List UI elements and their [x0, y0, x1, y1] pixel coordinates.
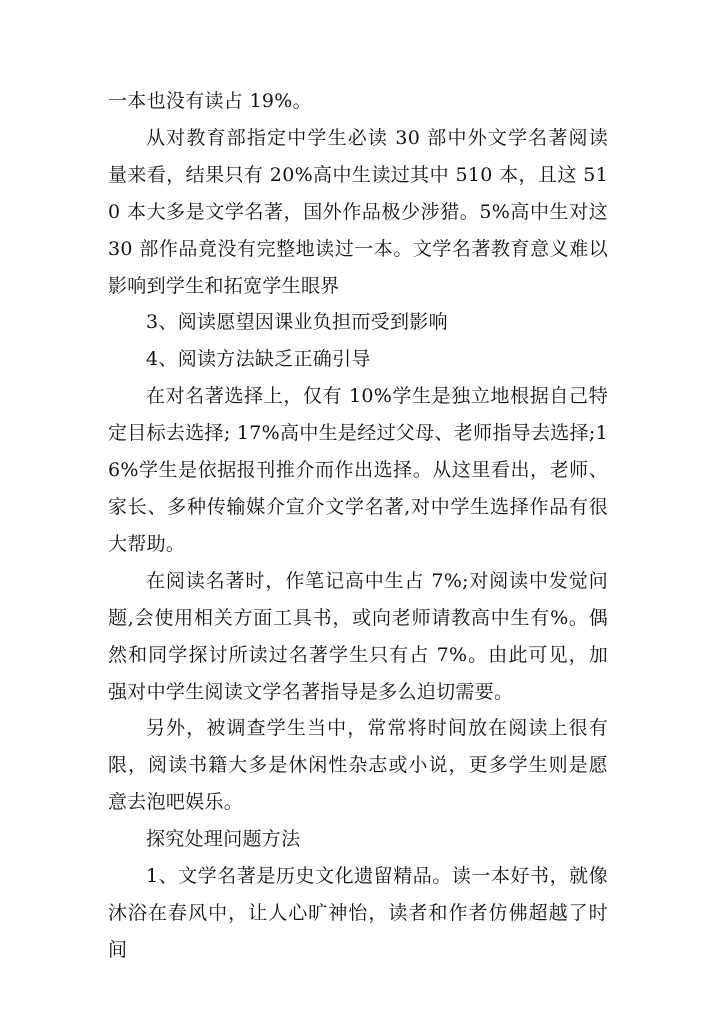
- paragraph-book-selection: 在对名著选择上，仅有 10%学生是独立地根据自己特定目标去选择; 17%高中生是经过父母、老师指导去选择;16%学生是依据报刊推介而作出选择。从这里看出，老师、家长、多种传输媒介宣介文学名著,对中学生选择作品有很大帮助。: [108, 385, 608, 555]
- paragraph-reading-volume: 从对教育部指定中学生必读 30 部中外文学名著阅读量来看，结果只有 20%高中生读过其中 510 本，且这 510 本大多是文学名著，国外作品极少涉猎。5%高中生对这 30 部作品竟没有完整地读过一本。文学名著教育意义难以影响到学生和拓宽学生眼界: [108, 126, 608, 297]
- section-heading-solutions: 探究处理问题方法: [146, 828, 301, 851]
- paragraph-continuation: 一本也没有读占 19%。: [108, 90, 312, 112]
- list-item-3-reading-desire: 3、阅读愿望因课业负担而受到影响: [146, 311, 448, 334]
- document-body: [108, 83, 608, 969]
- paragraph-reading-notes: 在阅读名著时，作笔记高中生占 7%;对阅读中发觉问题,会使用相关方面工具书，或向老师请教高中生有%。偶然和同学探讨所读过名著学生只有占 7%。由此可见，加强对中学生阅读文学名著指导是多么迫切需要。: [108, 569, 608, 703]
- paragraph-literary-classics: 1、文学名著是历史文化遗留精品。读一本好书，就像沐浴在春风中，让人心旷神怡，读者和作者仿佛超越了时间: [108, 865, 608, 961]
- list-item-4-reading-method: 4、阅读方法缺乏正确引导: [146, 348, 371, 371]
- paragraph-leisure-reading: 另外，被调查学生当中，常常将时间放在阅读上很有限，阅读书籍大多是休闲性杂志或小说，更多学生则是愿意去泡吧娱乐。: [108, 717, 608, 814]
